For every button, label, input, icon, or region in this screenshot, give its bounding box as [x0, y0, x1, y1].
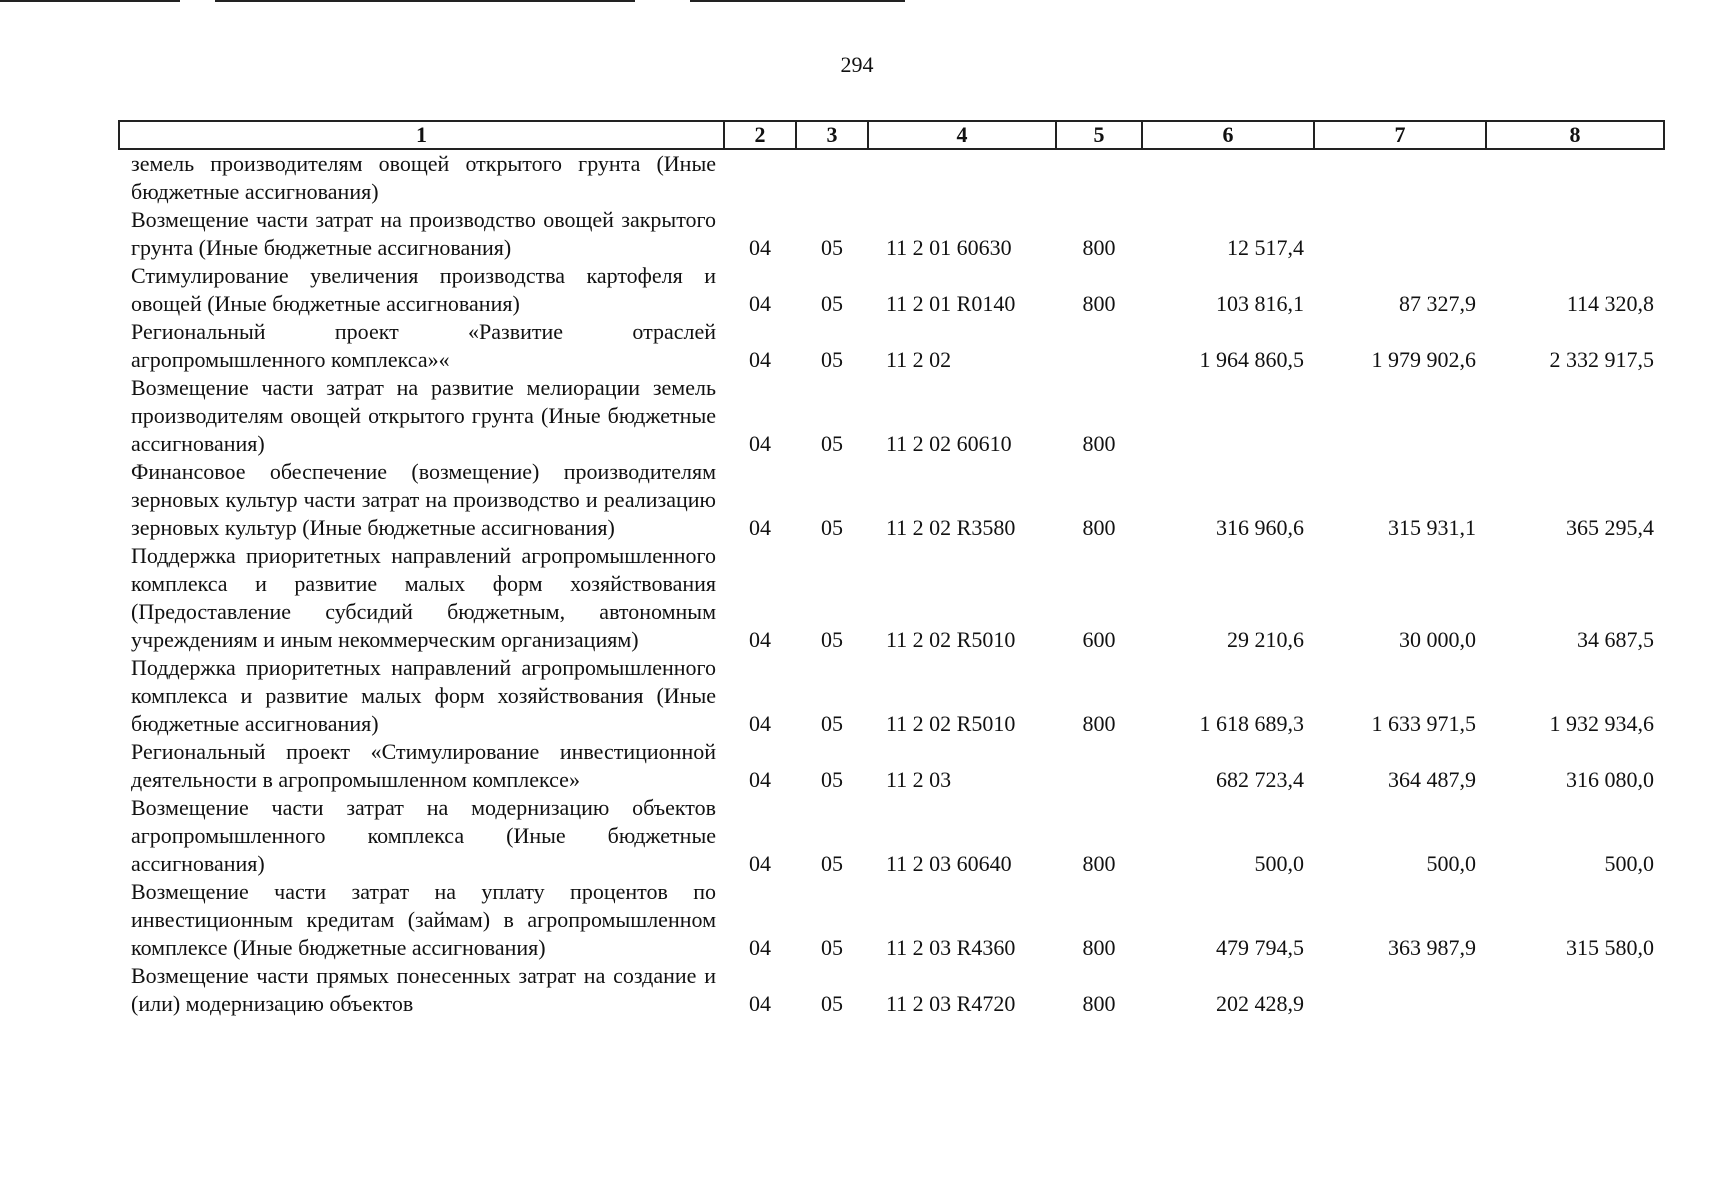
- row-description: земель производителям овощей открытого грунта (Иные бюджетные ассигнования): [131, 151, 716, 204]
- header-col-8: 8: [1486, 121, 1664, 149]
- table-row: [119, 318, 1664, 374]
- row-target-code: 11 2 02 R5010: [886, 711, 1016, 736]
- row-amount-col8: 365 295,4: [1566, 515, 1654, 540]
- row-subsection: 05: [821, 431, 843, 456]
- row-section: 04: [749, 991, 771, 1016]
- row-subsection: 05: [821, 851, 843, 876]
- table-row: [119, 149, 1664, 206]
- row-section: 04: [749, 235, 771, 260]
- row-amount-col7: 1 633 971,5: [1371, 711, 1476, 736]
- row-expense-type: 800: [1082, 291, 1116, 316]
- row-amount-col6: 103 816,1: [1216, 291, 1304, 316]
- table-row: [119, 654, 1664, 738]
- row-amount-col8: [1486, 149, 1664, 206]
- table-header: [119, 121, 1664, 149]
- row-subsection: 05: [821, 347, 843, 372]
- row-section: 04: [749, 851, 771, 876]
- row-expense-type: 800: [1082, 711, 1116, 736]
- row-amount-col6: 1 964 860,5: [1199, 347, 1304, 372]
- row-description: Возмещение части затрат на модернизацию объектов агропромышленного комплекса (Иные бюджетные ассигнования): [131, 795, 716, 876]
- row-description: Возмещение части прямых понесенных затрат на создание и (или) модернизацию объектов: [131, 963, 716, 1016]
- row-section: 04: [749, 627, 771, 652]
- row-target-code: 11 2 01 60630: [886, 235, 1012, 260]
- row-expense-type: 800: [1082, 935, 1116, 960]
- row-target-code: 11 2 02 60610: [886, 431, 1012, 456]
- row-expense-type: 800: [1082, 851, 1116, 876]
- row-target-code: 11 2 03 60640: [886, 851, 1012, 876]
- row-description: Возмещение части затрат на уплату процентов по инвестиционным кредитам (займам) в агропромышленном комплексе (Иные бюджетные ассигнования): [131, 879, 716, 960]
- row-target-code: 11 2 01 R0140: [886, 291, 1016, 316]
- header-col-7: 7: [1314, 121, 1486, 149]
- table-row: [119, 794, 1664, 878]
- row-amount-col8: 2 332 917,5: [1549, 347, 1654, 372]
- row-target-code: [868, 149, 1056, 206]
- row-amount-col7: [1314, 149, 1486, 206]
- row-amount-col8: 316 080,0: [1566, 767, 1654, 792]
- row-description: Возмещение части затрат на производство овощей закрытого грунта (Иные бюджетные ассигнования): [131, 207, 716, 260]
- row-amount-col6: [1142, 374, 1314, 458]
- row-section: [724, 149, 796, 206]
- top-scan-rule: [215, 0, 635, 2]
- table-row: [119, 374, 1664, 458]
- row-expense-type: 600: [1082, 627, 1116, 652]
- page-number: 294: [840, 52, 874, 77]
- row-amount-col8: [1486, 206, 1664, 262]
- header-col-6: 6: [1142, 121, 1314, 149]
- header-row: [119, 121, 1664, 149]
- row-expense-type: [1056, 738, 1142, 794]
- table-row: [119, 542, 1664, 654]
- row-expense-type: [1056, 318, 1142, 374]
- row-amount-col7: 315 931,1: [1388, 515, 1476, 540]
- row-amount-col7: 363 987,9: [1388, 935, 1476, 960]
- row-amount-col7: 500,0: [1426, 851, 1476, 876]
- row-subsection: 05: [821, 767, 843, 792]
- row-description: Поддержка приоритетных направлений агропромышленного комплекса и развитие малых форм хозяйствования (Иные бюджетные ассигнования): [131, 655, 716, 736]
- row-amount-col7: [1314, 962, 1486, 1018]
- row-subsection: 05: [821, 235, 843, 260]
- row-expense-type: 800: [1082, 431, 1116, 456]
- row-description: Региональный проект «Стимулирование инвестиционной деятельности в агропромышленном комплексе»: [131, 739, 716, 792]
- row-amount-col7: 30 000,0: [1399, 627, 1476, 652]
- table-row: [119, 206, 1664, 262]
- table-row: [119, 962, 1664, 1018]
- row-description: Возмещение части затрат на развитие мелиорации земель производителям овощей открытого грунта (Иные бюджетные ассигнования): [131, 375, 716, 456]
- row-target-code: 11 2 02 R5010: [886, 627, 1016, 652]
- row-amount-col8: [1486, 374, 1664, 458]
- row-amount-col7: [1314, 206, 1486, 262]
- row-section: 04: [749, 711, 771, 736]
- header-col-2: 2: [724, 121, 796, 149]
- row-target-code: 11 2 03 R4720: [886, 991, 1016, 1016]
- header-col-1: 1: [119, 121, 724, 149]
- row-amount-col8: 114 320,8: [1566, 291, 1654, 316]
- row-expense-type: 800: [1082, 235, 1116, 260]
- budget-table: [118, 120, 1665, 1018]
- row-amount-col8: 315 580,0: [1566, 935, 1654, 960]
- row-target-code: 11 2 02 R3580: [886, 515, 1016, 540]
- row-section: 04: [749, 767, 771, 792]
- table-row: [119, 458, 1664, 542]
- top-scan-rule: [690, 0, 905, 2]
- row-subsection: 05: [821, 991, 843, 1016]
- row-amount-col6: 1 618 689,3: [1199, 711, 1304, 736]
- table-row: [119, 738, 1664, 794]
- row-description: Поддержка приоритетных направлений агропромышленного комплекса и развитие малых форм хозяйствования (Предоставление субсидий бюджетным, автономным учреждениям и иным некоммерческим организациям): [131, 543, 716, 652]
- header-col-3: 3: [796, 121, 868, 149]
- row-subsection: [796, 149, 868, 206]
- top-scan-rule: [0, 0, 180, 2]
- table-body: [119, 149, 1664, 1018]
- row-amount-col8: 500,0: [1604, 851, 1654, 876]
- row-amount-col6: 202 428,9: [1216, 991, 1304, 1016]
- row-amount-col6: 316 960,6: [1216, 515, 1304, 540]
- row-description: Региональный проект «Развитие отраслей агропромышленного комплекса»«: [131, 319, 716, 372]
- row-description: Стимулирование увеличения производства картофеля и овощей (Иные бюджетные ассигнования): [131, 263, 716, 316]
- row-amount-col6: [1142, 149, 1314, 206]
- row-section: 04: [749, 515, 771, 540]
- row-amount-col8: 34 687,5: [1577, 627, 1654, 652]
- row-amount-col8: [1486, 962, 1664, 1018]
- row-amount-col8: 1 932 934,6: [1549, 711, 1654, 736]
- row-subsection: 05: [821, 291, 843, 316]
- row-amount-col6: 682 723,4: [1216, 767, 1304, 792]
- row-section: 04: [749, 291, 771, 316]
- row-amount-col6: 29 210,6: [1227, 627, 1304, 652]
- header-col-4: 4: [868, 121, 1056, 149]
- table-row: [119, 262, 1664, 318]
- row-expense-type: [1056, 149, 1142, 206]
- row-amount-col6: 500,0: [1254, 851, 1304, 876]
- row-expense-type: 800: [1082, 515, 1116, 540]
- row-expense-type: 800: [1082, 991, 1116, 1016]
- row-section: 04: [749, 431, 771, 456]
- row-section: 04: [749, 347, 771, 372]
- table-row: [119, 878, 1664, 962]
- row-subsection: 05: [821, 515, 843, 540]
- row-amount-col7: 1 979 902,6: [1371, 347, 1476, 372]
- row-description: Финансовое обеспечение (возмещение) производителям зерновых культур части затрат на производство и реализацию зерновых культур (Иные бюджетные ассигнования): [131, 459, 716, 540]
- header-col-5: 5: [1056, 121, 1142, 149]
- row-target-code: 11 2 02: [886, 347, 952, 372]
- row-target-code: 11 2 03: [886, 767, 952, 792]
- row-subsection: 05: [821, 711, 843, 736]
- row-amount-col6: 12 517,4: [1227, 235, 1304, 260]
- row-amount-col7: 364 487,9: [1388, 767, 1476, 792]
- row-subsection: 05: [821, 935, 843, 960]
- row-amount-col7: 87 327,9: [1399, 291, 1476, 316]
- row-amount-col7: [1314, 374, 1486, 458]
- row-target-code: 11 2 03 R4360: [886, 935, 1016, 960]
- row-amount-col6: 479 794,5: [1216, 935, 1304, 960]
- row-subsection: 05: [821, 627, 843, 652]
- row-section: 04: [749, 935, 771, 960]
